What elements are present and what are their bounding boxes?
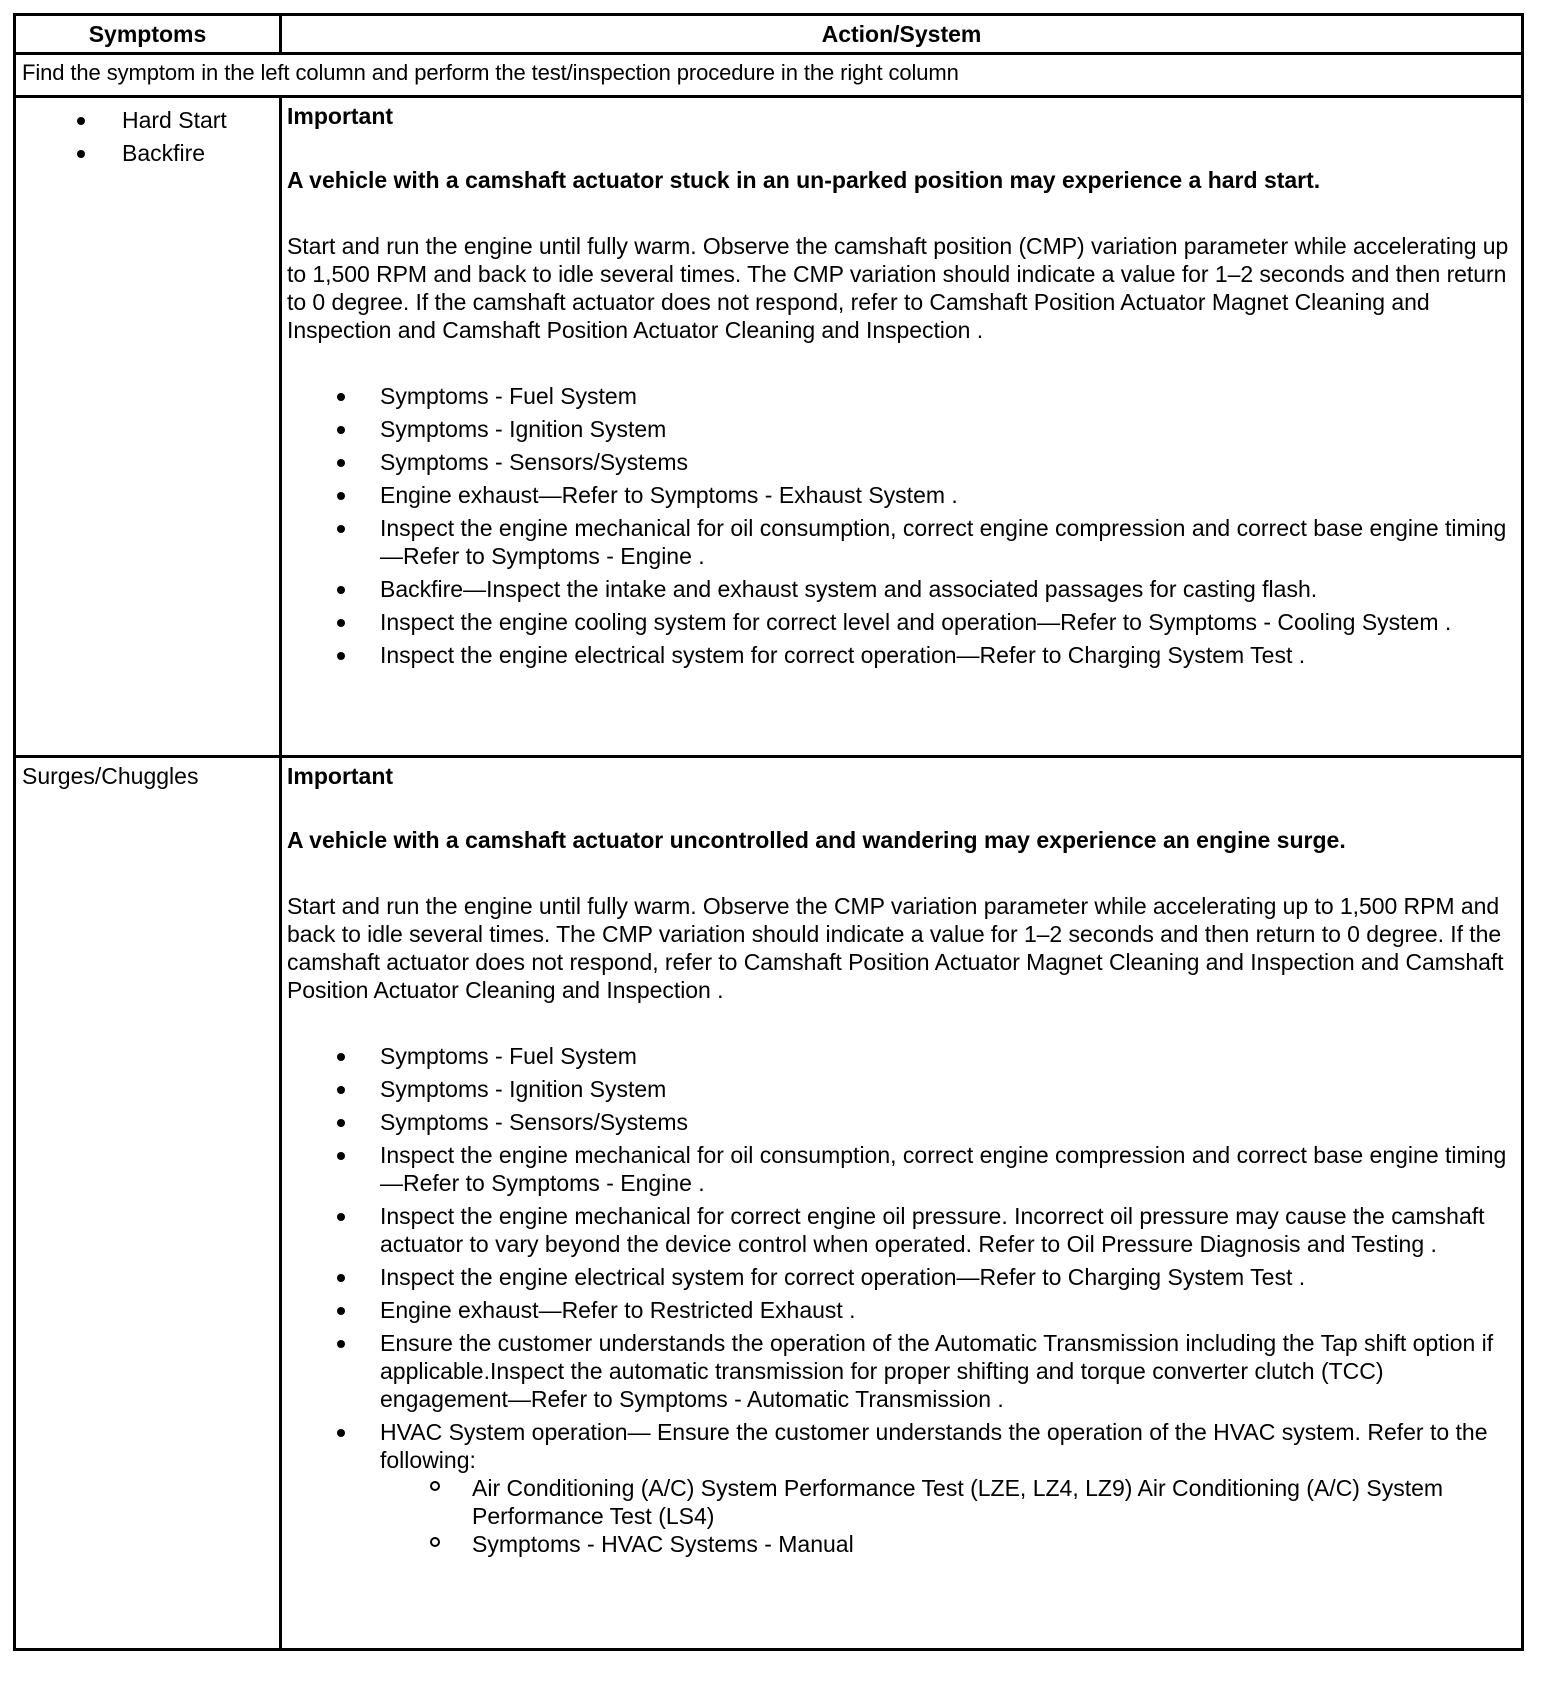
circle-bullet-icon bbox=[430, 1481, 440, 1491]
bullet-icon bbox=[337, 586, 345, 594]
symptoms-table bbox=[13, 13, 1524, 1651]
list-item-text: Inspect the engine electrical system for correct operation—Refer to Charging System Test . bbox=[380, 642, 1306, 668]
bullet-icon bbox=[337, 1152, 345, 1160]
table-row-hard-start bbox=[15, 97, 1523, 757]
procedure-text: Start and run the engine until fully warm. Observe the camshaft position (CMP) variation parameter while accelerating up to 1,500 RPM and back to idle several times. The CMP variation should indicate a value for 1–2 seconds and then return to 0 degree. If the camshaft actuator does not respond, refer to Camshaft Position Actuator Magnet Cleaning and Inspection and Camshaft Position Actuator Cleaning and Inspection . bbox=[287, 233, 1509, 343]
symptom-label: Backfire bbox=[122, 140, 206, 166]
important-text: A vehicle with a camshaft actuator uncontrolled and wandering may experience an engine surge. bbox=[287, 827, 1346, 853]
bullet-icon bbox=[337, 426, 345, 434]
bullet-icon bbox=[77, 150, 85, 158]
instruction-text: Find the symptom in the left column and perform the test/inspection procedure in the right column bbox=[22, 60, 959, 85]
list-item-text: Symptoms - Sensors/Systems bbox=[380, 449, 689, 475]
list-item bbox=[287, 641, 1515, 669]
list-item bbox=[287, 575, 1515, 603]
list-item bbox=[287, 481, 1515, 509]
list-item-text: Ensure the customer understands the operation of the Automatic Transmission including the Tap shift option if applicable.Inspect the automatic transmission for proper shifting and torque converter clutch (TCC) engagement—Refer to Symptoms - Automatic Transmission . bbox=[380, 1330, 1494, 1412]
list-item bbox=[287, 1075, 1515, 1103]
symptom-item bbox=[22, 139, 273, 172]
action-cell bbox=[281, 97, 1523, 757]
list-item-text: Inspect the engine mechanical for oil consumption, correct engine compression and correct base engine timing—Refer to Symptoms - Engine . bbox=[380, 515, 1507, 569]
header-symptoms: Symptoms bbox=[15, 15, 281, 54]
bullet-icon bbox=[337, 1429, 345, 1437]
instruction-row bbox=[15, 54, 1523, 97]
bullet-icon bbox=[337, 1307, 345, 1315]
sub-list-item-text: Air Conditioning (A/C) System Performance Test (LZE, LZ4, LZ9) Air Conditioning (A/C) System Performance Test (LS4) bbox=[472, 1475, 1444, 1529]
bullet-icon bbox=[337, 525, 345, 533]
list-item-text: Symptoms - Sensors/Systems bbox=[380, 1109, 689, 1135]
action-cell bbox=[281, 757, 1523, 1650]
bullet-icon bbox=[337, 492, 345, 500]
action-list bbox=[287, 344, 1515, 669]
list-item bbox=[287, 1263, 1515, 1291]
list-item bbox=[287, 608, 1515, 636]
list-item-text: Inspect the engine mechanical for oil consumption, correct engine compression and correct base engine timing—Refer to Symptoms - Engine . bbox=[380, 1142, 1507, 1196]
list-item-text: Engine exhaust—Refer to Restricted Exhaust . bbox=[380, 1297, 856, 1323]
bullet-icon bbox=[77, 117, 85, 125]
list-item bbox=[287, 1418, 1515, 1558]
list-item bbox=[287, 1329, 1515, 1413]
list-item bbox=[287, 1108, 1515, 1136]
list-item-text: Inspect the engine mechanical for correct engine oil pressure. Incorrect oil pressure may cause the camshaft actuator to vary beyond the device control when operated. Refer to Oil Pressure Diagnosis and Testing . bbox=[380, 1203, 1485, 1257]
list-item-text: Symptoms - Fuel System bbox=[380, 383, 637, 409]
bullet-icon bbox=[337, 1274, 345, 1282]
header-action-system: Action/System bbox=[281, 15, 1523, 54]
list-item-text: Inspect the engine cooling system for correct level and operation—Refer to Symptoms - Cooling System . bbox=[380, 609, 1452, 635]
list-item bbox=[287, 1202, 1515, 1258]
bullet-icon bbox=[337, 459, 345, 467]
symptom-cell bbox=[15, 97, 281, 757]
bullet-icon bbox=[337, 393, 345, 401]
important-text: A vehicle with a camshaft actuator stuck in an un-parked position may experience a hard start. bbox=[287, 167, 1321, 193]
sub-list-item bbox=[380, 1474, 1515, 1530]
procedure-text: Start and run the engine until fully warm. Observe the CMP variation parameter while accelerating up to 1,500 RPM and back to idle several times. The CMP variation should indicate a value for 1–2 seconds and then return to 0 degree. If the camshaft actuator does not respond, refer to Camshaft Position Actuator Magnet Cleaning and Inspection and Camshaft Position Actuator Cleaning and Inspection . bbox=[287, 893, 1504, 1003]
list-item-text: Symptoms - Ignition System bbox=[380, 1076, 667, 1102]
table-row-surges bbox=[15, 757, 1523, 1650]
circle-bullet-icon bbox=[430, 1537, 440, 1547]
instruction-cell bbox=[15, 54, 1523, 97]
bullet-icon bbox=[337, 619, 345, 627]
bullet-icon bbox=[337, 1119, 345, 1127]
list-item-text: HVAC System operation— Ensure the customer understands the operation of the HVAC system. Refer to the following: bbox=[380, 1419, 1488, 1473]
bullet-icon bbox=[337, 1213, 345, 1221]
list-item bbox=[287, 1042, 1515, 1070]
sub-list-item-text: Symptoms - HVAC Systems - Manual bbox=[472, 1531, 854, 1557]
symptom-list bbox=[22, 106, 273, 172]
symptom-label: Hard Start bbox=[122, 107, 227, 133]
list-item bbox=[287, 382, 1515, 410]
symptom-cell bbox=[15, 757, 281, 1650]
list-item bbox=[287, 1141, 1515, 1197]
sub-list-item bbox=[380, 1530, 1515, 1558]
important-label: Important bbox=[287, 103, 394, 129]
symptom-label: Surges/Chuggles bbox=[22, 763, 199, 789]
sub-list bbox=[380, 1474, 1515, 1558]
bullet-icon bbox=[337, 1340, 345, 1348]
important-label: Important bbox=[287, 763, 394, 789]
list-item-text: Inspect the engine electrical system for correct operation—Refer to Charging System Test . bbox=[380, 1264, 1306, 1290]
bullet-icon bbox=[337, 1086, 345, 1094]
list-item-text: Symptoms - Ignition System bbox=[380, 416, 667, 442]
bullet-icon bbox=[337, 1053, 345, 1061]
header-row bbox=[15, 15, 1523, 54]
symptom-item bbox=[22, 106, 273, 139]
list-item-text: Backfire—Inspect the intake and exhaust system and associated passages for casting flash. bbox=[380, 576, 1318, 602]
list-item bbox=[287, 1296, 1515, 1324]
list-item-text: Symptoms - Fuel System bbox=[380, 1043, 637, 1069]
action-list bbox=[287, 1004, 1515, 1558]
list-item bbox=[287, 448, 1515, 476]
list-item bbox=[287, 514, 1515, 570]
list-item bbox=[287, 415, 1515, 443]
bullet-icon bbox=[337, 652, 345, 660]
list-item-text: Engine exhaust—Refer to Symptoms - Exhaust System . bbox=[380, 482, 958, 508]
